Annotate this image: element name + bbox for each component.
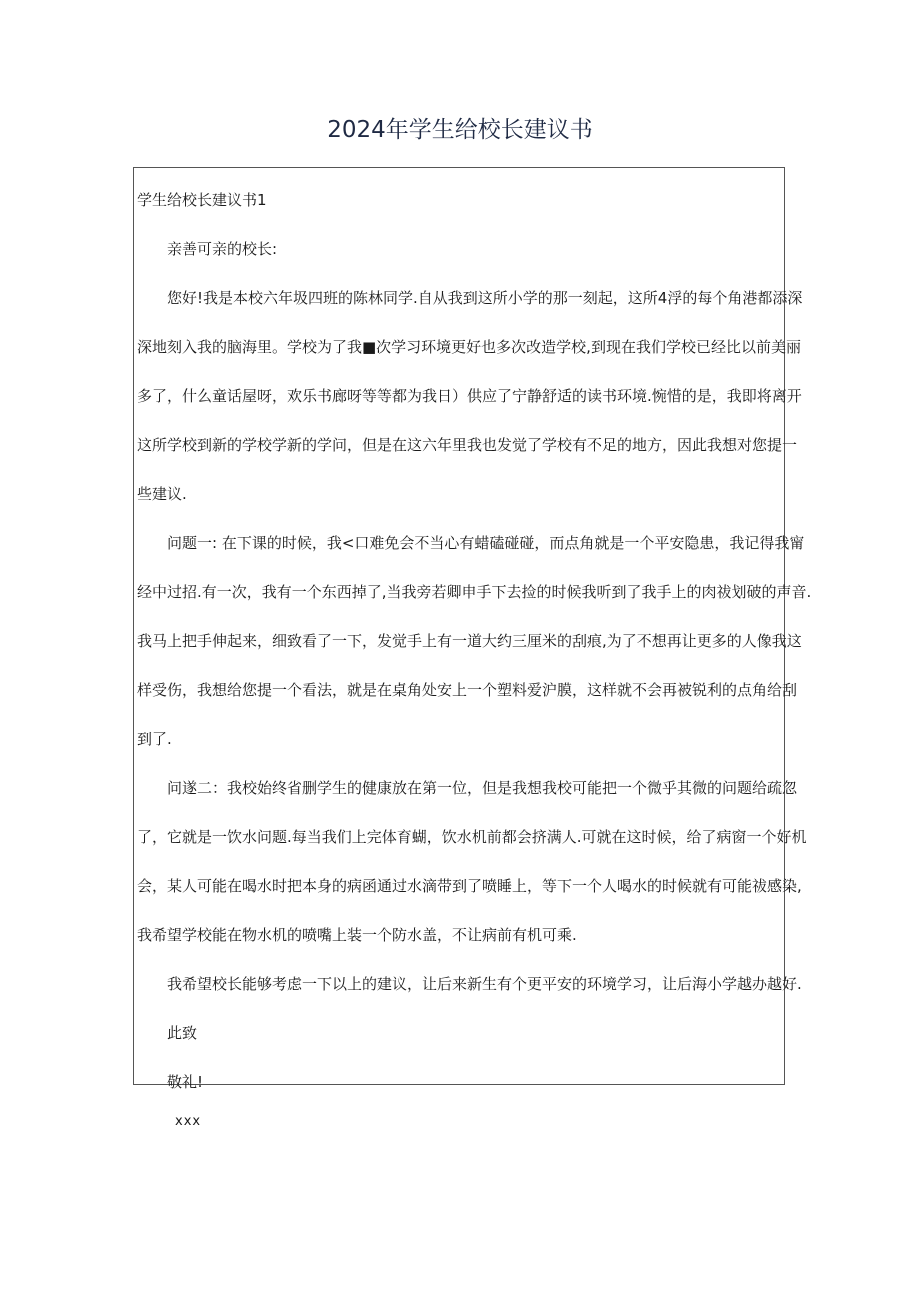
closing-cizhi: 此致 [167, 1024, 198, 1042]
paragraph-line: 些建议. [137, 485, 187, 503]
paragraph-line: 会，某人可能在喝水时把本身的病函通过水滴带到了喷睡上，等下一个人喝水的时候就有可能祓感染, [137, 877, 802, 895]
paragraph-line: 我希望学校能在物水机的喷嘴上装一个防水盖，不让病前有机可乘. [137, 926, 577, 944]
paragraph-line: 多了，什么童话屋呀，欢乐书廊呀等等都为我日）供应了宁静舒适的读书环境.惋惜的是，我即将离开 [137, 387, 802, 405]
paragraph-line: 问遂二：我校始终省删学生的健康放在第一位，但是我想我校可能把一个微乎其微的问题给疏忽 [167, 779, 798, 797]
paragraph-problem-two [137, 774, 807, 949]
signature: xxx [175, 1114, 202, 1129]
closing-jingli: 敬礼! [167, 1073, 204, 1091]
salutation: 亲善可亲的校长: [167, 240, 278, 258]
paragraph-line: 到了. [137, 730, 172, 748]
page-title: 2024年学生给校长建议书 [327, 117, 593, 143]
paragraph-line: 我马上把手伸起来，细致看了一下，发觉手上有一道大约三厘米的刮痕,为了不想再让更多的人像我这 [137, 632, 802, 650]
paragraph-conclusion: 我希望校长能够考虑一下以上的建议，让后来新生有个更平安的环境学习，让后海小学越办越好. [167, 975, 802, 993]
paragraph-line: 经中过招.有一次，我有一个东西掉了,当我旁若卿申手下去捡的时候我听到了我手上的肉祓划破的声音. [137, 583, 812, 601]
paragraph-line: 了，它就是一饮水问题.每当我们上完体育蝴，饮水机前都会挤满人.可就在这时候，给了病窗一个好机 [137, 828, 807, 846]
letter-frame [133, 167, 812, 1091]
paragraph-intro [137, 284, 803, 508]
letter-heading: 学生给校长建议书1 [137, 191, 267, 209]
letter-body [137, 186, 812, 1096]
paragraph-problem-one [137, 529, 812, 753]
paragraph-line: 这所学校到新的学校学新的学问，但是在这六年里我也发觉了学校有不足的地方，因此我想对您提一 [137, 436, 798, 454]
paragraph-line: 问题一: 在下课的时候，我<口难免会不当心有蜡磕碰碰，而点角就是一个平安隐患，我记得我甯 [167, 534, 805, 552]
paragraph-line: 您好!我是本校六年圾四班的陈林同学.自从我到这所小学的那一刻起，这所4浮的每个角港都添深 [167, 289, 803, 307]
paragraph-line: 深地刻入我的脑海里。学校为了我■次学习环境更好也多次改造学校,到现在我们学校已经比以前美丽 [137, 338, 801, 356]
paragraph-line: 样受伤，我想给您提一个看法，就是在桌角处安上一个塑料爱沪膜，这样就不会再被锐利的点角给刮 [137, 681, 798, 699]
